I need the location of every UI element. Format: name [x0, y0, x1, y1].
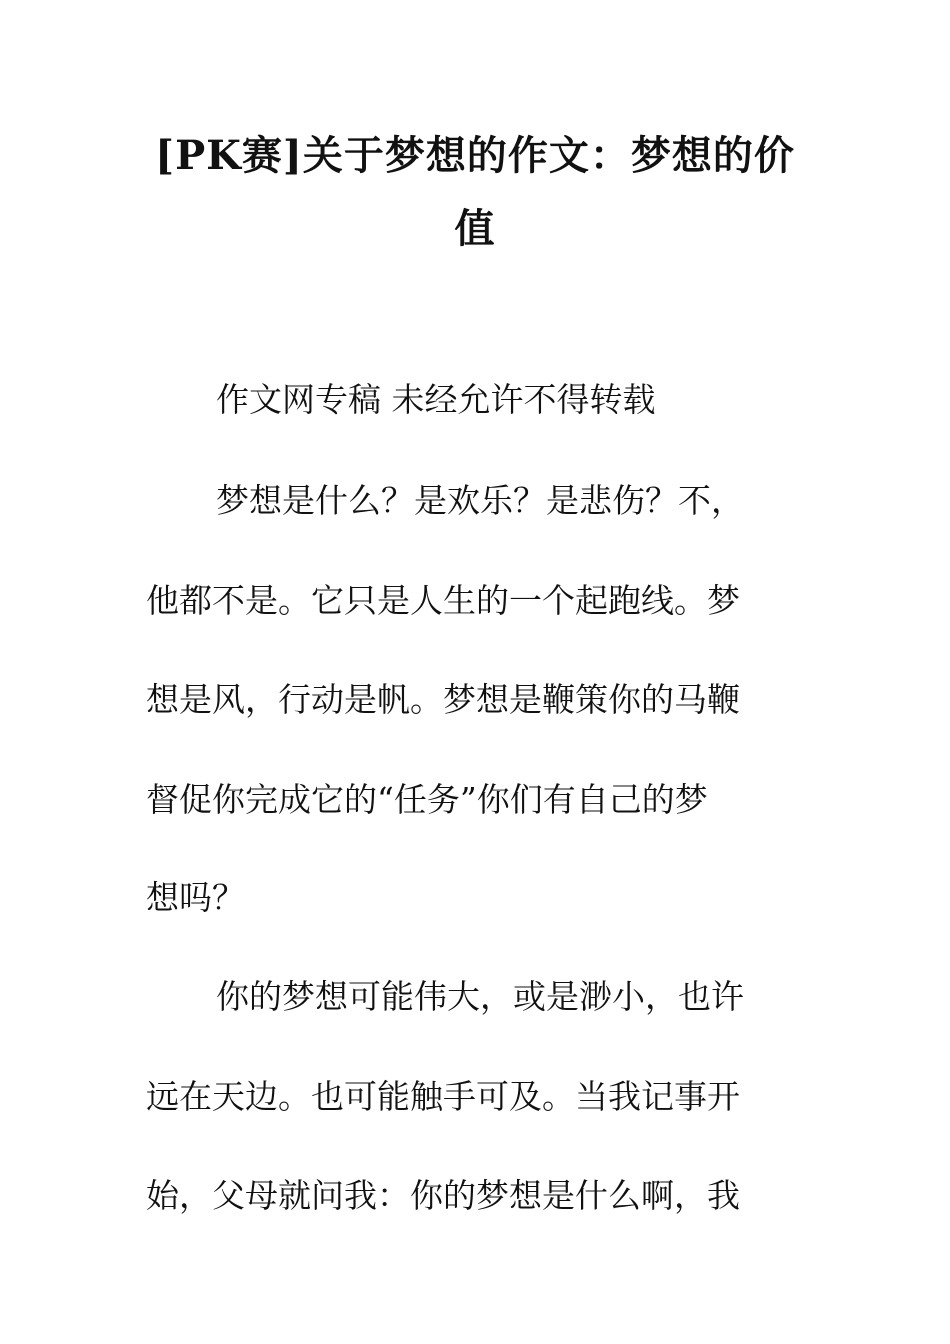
document-title-line-2: 值: [454, 205, 496, 252]
paragraph-2-line-1: 你的梦想可能伟大，或是渺小，也许: [216, 977, 744, 1016]
copyright-notice: 作文网专稿 未经允许不得转载: [216, 380, 656, 419]
paragraph-1-line-1: 梦想是什么？是欢乐？是悲伤？不，: [216, 481, 744, 520]
paragraph-2-line-3: 始，父母就问我：你的梦想是什么啊，我: [146, 1176, 740, 1215]
paragraph-1-line-2: 他都不是。它只是人生的一个起跑线。梦: [146, 581, 740, 620]
paragraph-1-line-4: 督促你完成它的“任务”你们有自己的梦: [146, 780, 708, 819]
paragraph-1-line-5: 想吗？: [146, 878, 245, 917]
paragraph-2-line-2: 远在天边。也可能触手可及。当我记事开: [146, 1077, 740, 1116]
paragraph-1-line-3: 想是风，行动是帆。梦想是鞭策你的马鞭: [146, 680, 740, 719]
document-title-line-1: [PK赛]关于梦想的作文：梦想的价: [155, 132, 795, 179]
